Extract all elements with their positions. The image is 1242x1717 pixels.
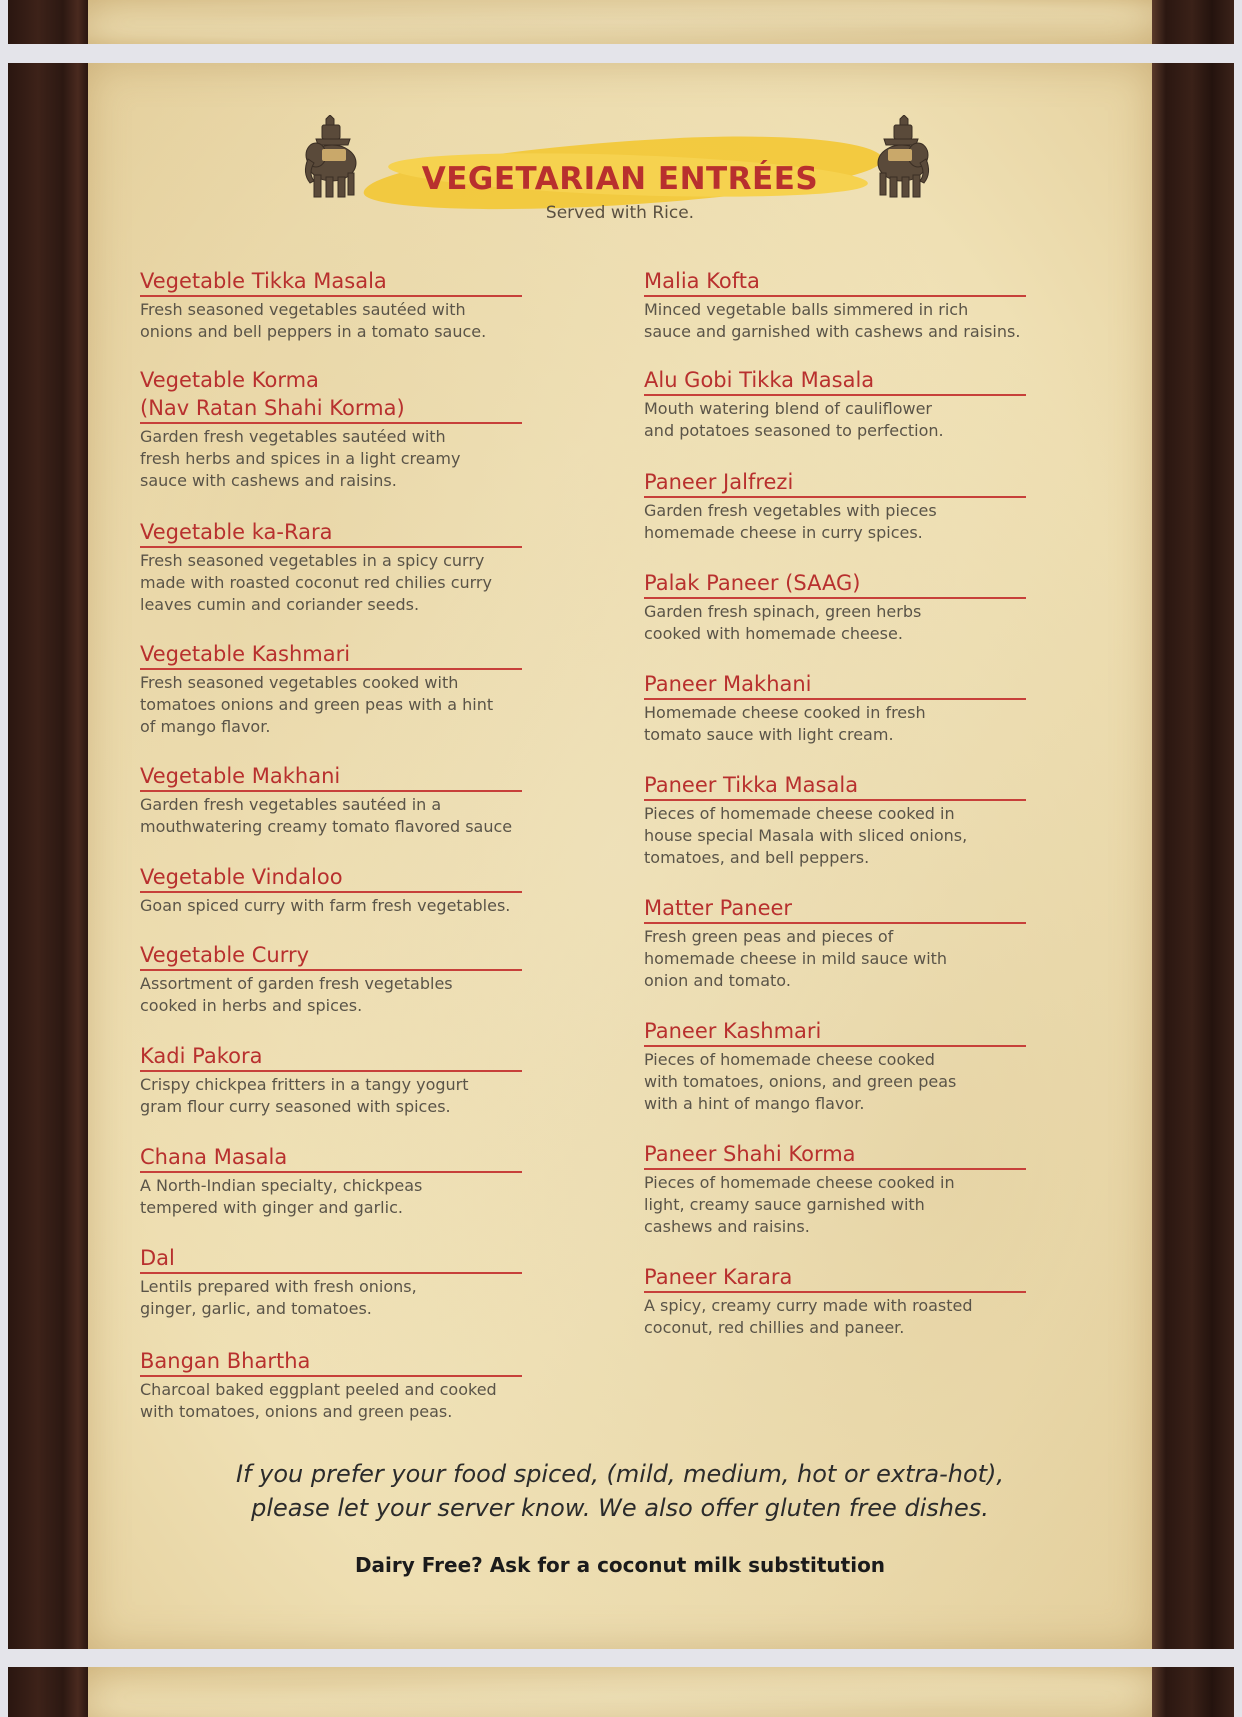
menu-item-description: Assortment of garden fresh vegetables cooked in herbs and spices. [140,974,453,1015]
menu-item-name: Vegetable Tikka Masala [140,267,522,297]
dairy-free-note: Dairy Free? Ask for a coconut milk substitution [354,1553,886,1577]
menu-item [644,1263,1026,1339]
parchment-background [88,1667,1152,1717]
menu-item-name: Chana Masala [140,1143,522,1173]
menu-item-name: Vegetable ka-Rara [140,518,522,548]
menu-item [140,941,522,1017]
page-subtitle: Served with Rice. [545,203,695,223]
menu-item-description: Mouth watering blend of cauliflower and potatoes seasoned to perfection. [644,399,944,440]
menu-item-description: Garden fresh vegetables sautéed with fresh herbs and spices in a light creamy sauce with cashews and raisins. [140,427,461,490]
spice-level-note: If you prefer your food spiced, (mild, medium, hot or extra-hot), please let your server know. We also offer gluten free dishes. [235,1460,1005,1522]
menu-item-name: Vegetable Korma (Nav Ratan Shahi Korma) [140,366,522,424]
previous-page-edge [8,0,1234,44]
menu-item-name: Malia Kofta [644,267,1026,297]
parchment-background [88,63,1152,1649]
menu-item-name: Vegetable Makhani [140,762,522,792]
menu-item [140,366,522,492]
menu-item-description: Pieces of homemade cheese cooked in house special Masala with sliced onions, tomatoes, and bell peppers. [644,804,968,867]
menu-item [644,1140,1026,1238]
next-page-edge [8,1667,1234,1717]
menu-item-name: Paneer Shahi Korma [644,1140,1026,1170]
menu-item-name: Paneer Kashmari [644,1017,1026,1047]
menu-item [644,468,1026,544]
menu-item-description: Fresh green peas and pieces of homemade cheese in mild sauce with onion and tomato. [644,927,948,990]
section-header [88,63,1152,223]
menu-item [644,569,1026,645]
wood-border-right [1152,0,1234,44]
menu-item-name: Matter Paneer [644,894,1026,924]
menu-item-description: Goan spiced curry with farm fresh vegetables. [140,896,511,915]
menu-item-description: Garden fresh vegetables sautéed in a mouthwatering creamy tomato flavored sauce [140,795,513,836]
menu-item [644,894,1026,992]
menu-item-name: Bangan Bhartha [140,1347,522,1377]
menu-item-description: Charcoal baked eggplant peeled and cooked with tomatoes, onions and green peas. [140,1380,497,1421]
menu-item [644,670,1026,746]
menu-item [140,640,522,738]
menu-item-description: Fresh seasoned vegetables sautéed with onions and bell peppers in a tomato sauce. [140,300,487,341]
menu-item [140,762,522,838]
menu-item-description: Minced vegetable balls simmered in rich sauce and garnished with cashews and raisins. [644,300,1021,341]
menu-item-description: Homemade cheese cooked in fresh tomato sauce with light cream. [644,703,926,744]
menu-item-description: Pieces of homemade cheese cooked in light, creamy sauce garnished with cashews and raisins. [644,1173,955,1236]
menu-item-description: A spicy, creamy curry made with roasted coconut, red chillies and paneer. [644,1296,973,1337]
menu-item-name: Vegetable Curry [140,941,522,971]
menu-item-description: Lentils prepared with fresh onions, ginger, garlic, and tomatoes. [140,1277,417,1318]
menu-item-description: A North-Indian specialty, chickpeas tempered with ginger and garlic. [140,1176,423,1217]
menu-item [644,1017,1026,1115]
parchment-background [88,0,1152,44]
page-title: VEGETARIAN ENTRÉES [421,161,819,197]
menu-item-name: Dal [140,1244,522,1274]
menu-item-description: Pieces of homemade cheese cooked with tomatoes, onions, and green peas with a hint of mango flavor. [644,1050,957,1113]
menu-item-name: Vegetable Kashmari [140,640,522,670]
menu-item-name: Alu Gobi Tikka Masala [644,366,1026,396]
menu-page [8,63,1234,1649]
menu-item [140,1143,522,1219]
menu-item-name: Palak Paneer (SAAG) [644,569,1026,599]
menu-item [140,267,522,343]
menu-item-description: Garden fresh spinach, green herbs cooked with homemade cheese. [644,602,922,643]
wood-border-right [1152,63,1234,1649]
menu-item-name: Kadi Pakora [140,1042,522,1072]
menu-item-name: Vegetable Vindaloo [140,863,522,893]
menu-item-name: Paneer Tikka Masala [644,771,1026,801]
menu-item-description: Fresh seasoned vegetables cooked with tomatoes onions and green peas with a hint of mango flavor. [140,673,494,736]
menu-item [140,1347,522,1423]
menu-item [140,863,522,917]
menu-item-name: Paneer Makhani [644,670,1026,700]
menu-item [644,771,1026,869]
menu-item [644,366,1026,442]
menu-item-description: Fresh seasoned vegetables in a spicy curry made with roasted coconut red chilies curry leaves cumin and coriander seeds. [140,551,492,614]
menu-item-name: Paneer Karara [644,1263,1026,1293]
menu-item-name: Paneer Jalfrezi [644,468,1026,498]
menu-item [140,1042,522,1118]
menu-item [140,518,522,616]
menu-item-description: Crispy chickpea fritters in a tangy yogurt gram flour curry seasoned with spices. [140,1075,469,1116]
menu-item [644,267,1026,343]
menu-item-description: Garden fresh vegetables with pieces homemade cheese in curry spices. [644,501,937,542]
menu-item [140,1244,522,1320]
wood-border-right [1152,1667,1234,1717]
